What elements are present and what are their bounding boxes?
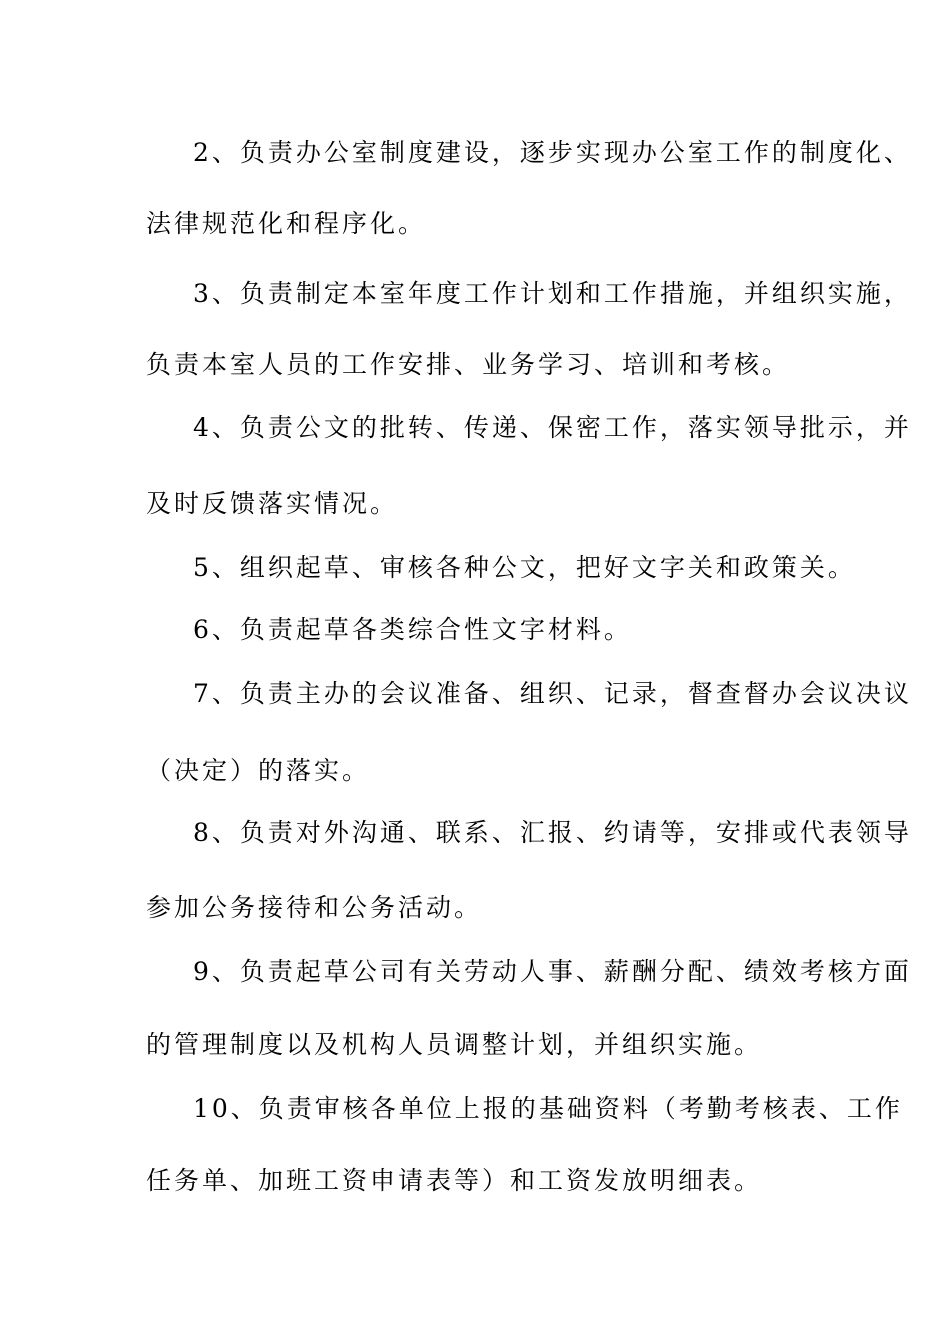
item-5-line-1: 5、组织起草、审核各种公文，把好文字关和政策关。	[193, 553, 856, 582]
item-7-line-1: 7、负责主办的会议准备、组织、记录，督查督办会议决议	[193, 679, 912, 708]
item-3-line-1: 3、负责制定本室年度工作计划和工作措施，并组织实施，	[193, 279, 912, 308]
item-6-line-1: 6、负责起草各类综合性文字材料。	[193, 615, 632, 644]
item-2-line-2: 法律规范化和程序化。	[146, 209, 427, 238]
item-2-line-1: 2、负责办公室制度建设，逐步实现办公室工作的制度化、	[193, 138, 912, 167]
item-3-line-2: 负责本室人员的工作安排、业务学习、培训和考核。	[146, 350, 791, 379]
item-8-line-1: 8、负责对外沟通、联系、汇报、约请等，安排或代表领导	[193, 818, 912, 847]
item-9-line-1: 9、负责起草公司有关劳动人事、薪酬分配、绩效考核方面	[193, 957, 912, 986]
item-4-line-1: 4、负责公文的批转、传递、保密工作，落实领导批示，并	[193, 413, 912, 442]
item-4-line-2: 及时反馈落实情况。	[146, 489, 399, 518]
item-10-line-1: 10、负责审核各单位上报的基础资料（考勤考核表、工作	[193, 1094, 903, 1123]
item-7-line-2: （决定）的落实。	[146, 756, 371, 785]
item-9-line-2: 的管理制度以及机构人员调整计划，并组织实施。	[146, 1030, 763, 1059]
item-8-line-2: 参加公务接待和公务活动。	[146, 893, 483, 922]
item-10-line-2: 任务单、加班工资申请表等）和工资发放明细表。	[146, 1166, 763, 1195]
